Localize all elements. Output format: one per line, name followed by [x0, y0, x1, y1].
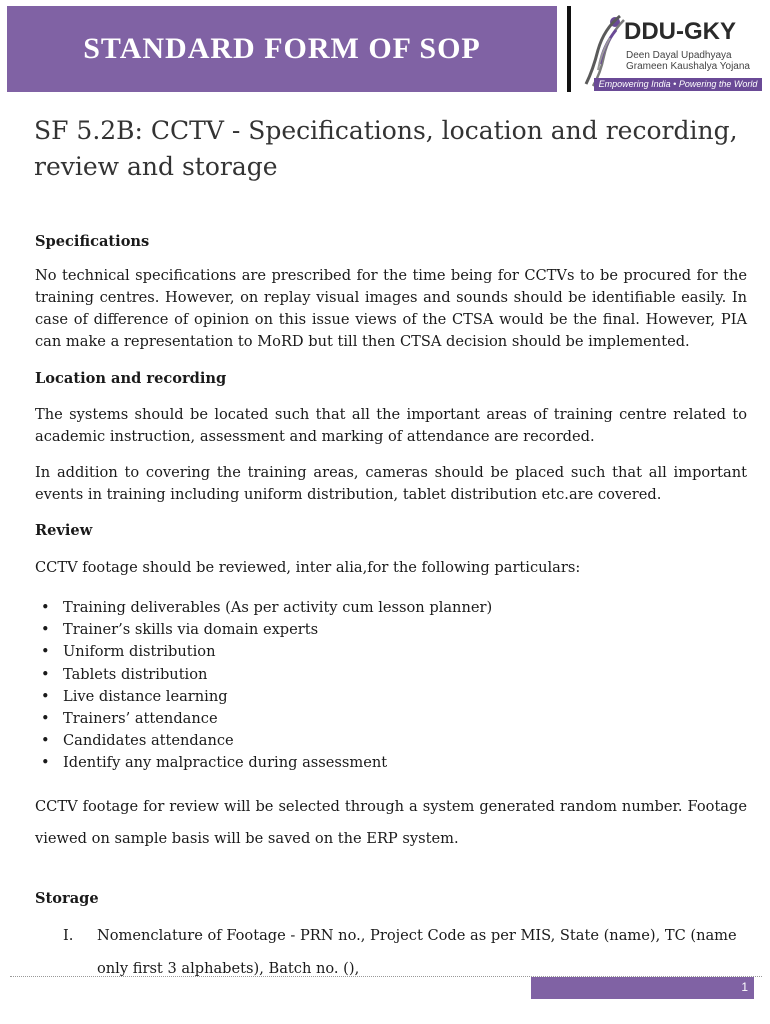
logo-name: DDU-GKY: [624, 18, 736, 45]
location-heading: Location and recording: [35, 370, 227, 387]
list-item: • Trainer’s skills via domain experts: [35, 619, 492, 641]
location-paragraph-2: In addition to covering the training areas, cameras should be placed such that all important events in training including uniform distribution, tablet distribution etc.are covered.: [35, 464, 747, 503]
list-item: • Candidates attendance: [35, 730, 492, 752]
list-item: • Trainers’ attendance: [35, 708, 492, 730]
ddu-gky-logo: [580, 6, 765, 92]
specifications-heading: Specifications: [35, 233, 150, 250]
list-item: • Identify any malpractice during assessment: [35, 752, 492, 774]
list-item: • Live distance learning: [35, 686, 492, 708]
banner-title: STANDARD FORM OF SOP: [83, 32, 481, 65]
review-list: [35, 597, 492, 775]
logo-tagline: Empowering India • Powering the World: [594, 78, 762, 91]
storage-heading: Storage: [35, 890, 99, 907]
review-heading: Review: [35, 522, 93, 539]
page-number-box: [531, 977, 754, 999]
storage-item-text: Nomenclature of Footage - PRN no., Project Code as per MIS, State (name), TC (name only first 3 alphabets), Batch no. (),: [97, 927, 737, 977]
review-intro: CCTV footage should be reviewed, inter alia,for the following particulars:: [35, 559, 581, 576]
page-number: 1: [741, 980, 748, 994]
logo-subtitle-line2: Grameen Kaushalya Yojana: [626, 61, 750, 72]
list-item: • Training deliverables (As per activity cum lesson planner): [35, 597, 492, 619]
logo-subtitle-line1: Deen Dayal Upadhyaya: [626, 50, 732, 61]
specifications-paragraph: No technical specifications are prescribed for the time being for CCTVs to be procured for the training centres. However, on replay visual images and sounds should be identifiable easily. In case of difference of opinion on this issue views of the CTSA would be the final. However, PIA can make a representation to MoRD but till then CTSA decision should be implemented.: [35, 267, 747, 350]
location-paragraph-1: The systems should be located such that all the important areas of training centre related to academic instruction, assessment and marking of attendance are recorded.: [35, 406, 747, 445]
list-item: • Tablets distribution: [35, 664, 492, 686]
header-banner: [7, 6, 557, 92]
list-item: • Uniform distribution: [35, 641, 492, 663]
header-divider: [567, 6, 571, 92]
document-title: SF 5.2B: CCTV - Specifications, location and recording, review and storage: [34, 116, 738, 181]
storage-item-number: I.: [63, 927, 74, 944]
review-closing: CCTV footage for review will be selected through a system generated random number. Footage viewed on sample basis will be saved on the ERP system.: [35, 798, 747, 847]
